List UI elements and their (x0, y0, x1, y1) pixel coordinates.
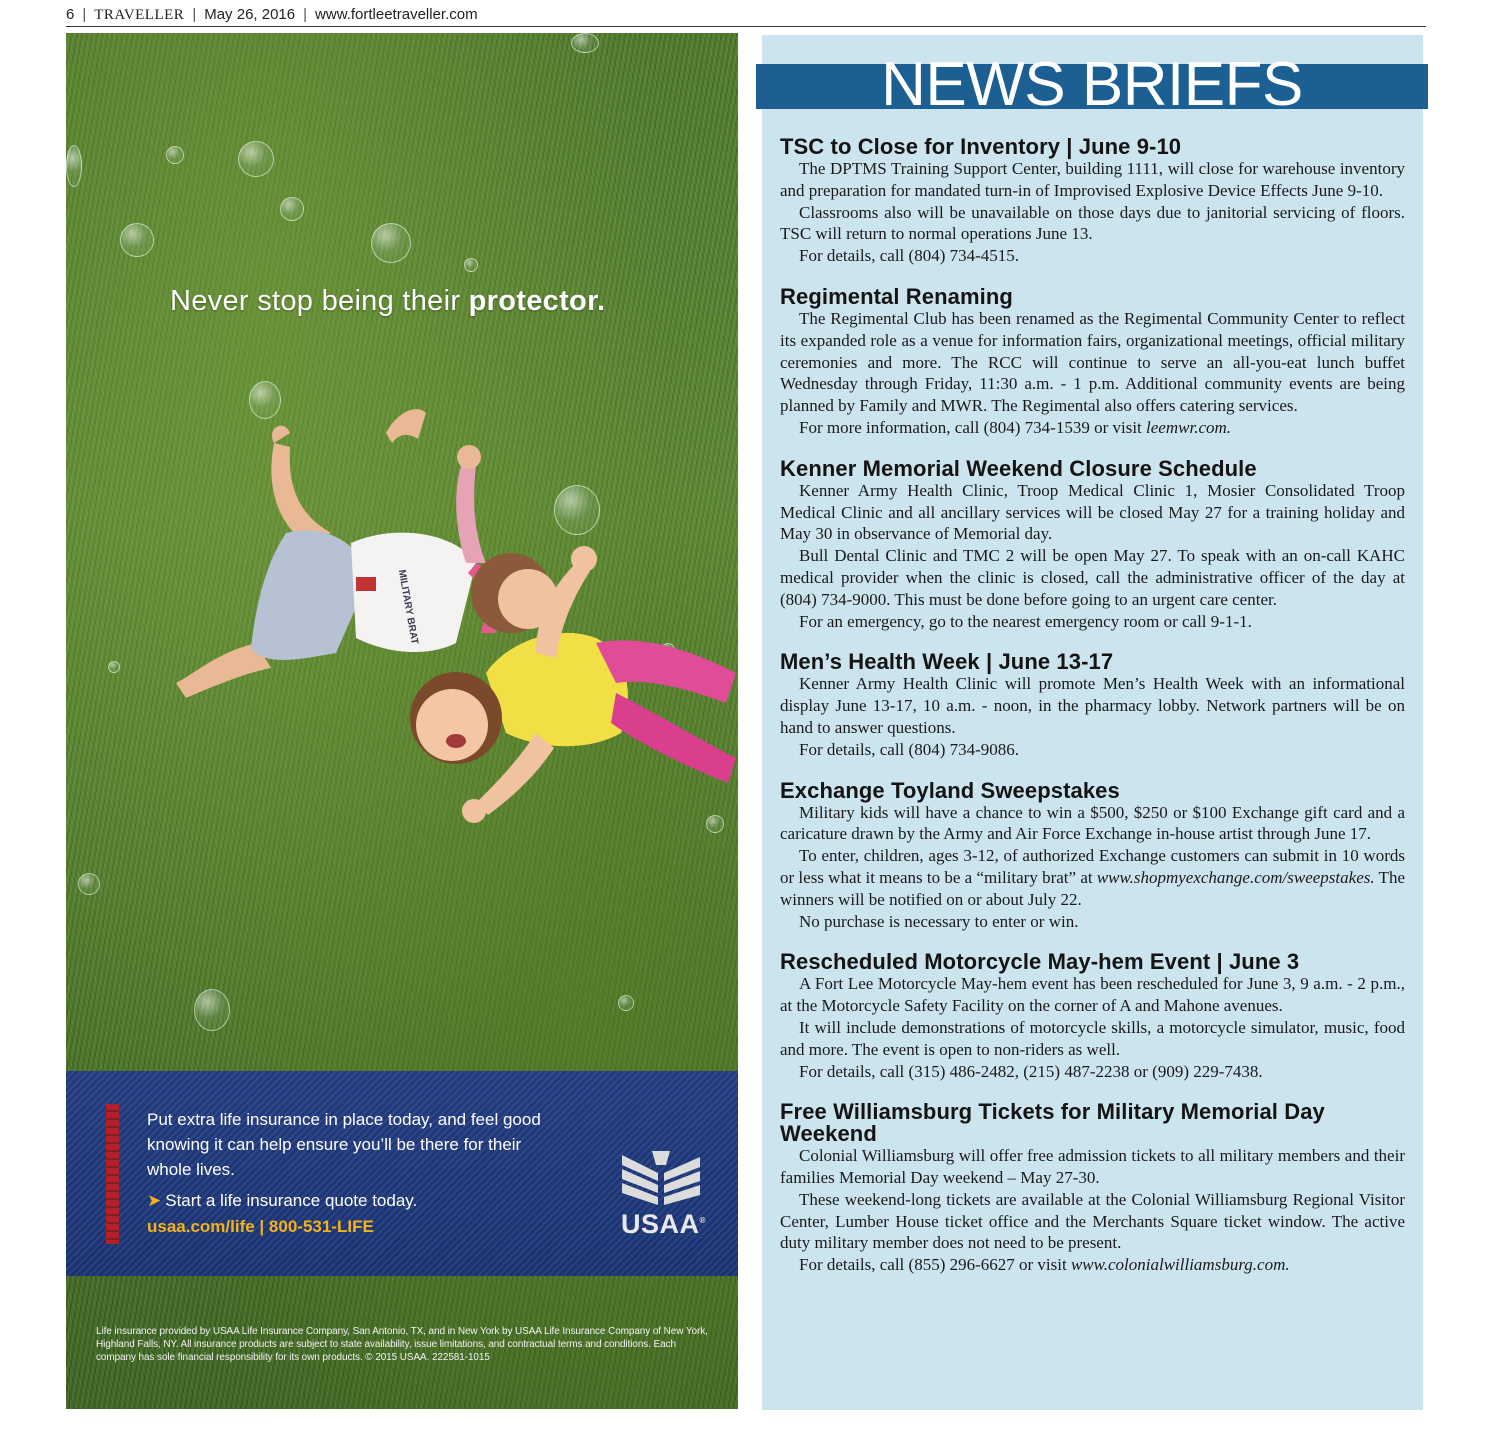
ad-headline-bold: protector. (468, 285, 606, 317)
brief-williamsburg-tickets (780, 1101, 1405, 1276)
shirt-text: MILITARY BRAT (395, 568, 420, 646)
brief-paragraph: These weekend-long tickets are available at the Colonial Williamsburg Regional Visitor Center, Lumber House ticket office and the Merchants Square ticket window. The active duty military member does not need to be present. (780, 1189, 1405, 1253)
bubble (238, 141, 274, 177)
brief-mens-health-week (780, 651, 1405, 760)
ad-contact-link[interactable]: usaa.com/life | 800-531-LIFE (147, 1217, 374, 1236)
brief-paragraph (780, 417, 1405, 439)
brief-motorcycle-mayhem (780, 951, 1405, 1082)
usaa-advertisement (66, 33, 738, 1409)
brief-heading: Rescheduled Motorcycle May-hem Event | June 3 (780, 949, 1300, 975)
bubble (166, 146, 184, 164)
chevron-right-icon: ➤ (147, 1191, 162, 1210)
brief-paragraph (780, 1254, 1405, 1276)
ad-headline-regular: Never stop being their (170, 285, 469, 317)
flag-bar-decoration (106, 1104, 119, 1244)
bubble (194, 989, 230, 1031)
brief-tsc-inventory (780, 136, 1405, 267)
brief-paragraph: For details, call (315) 486-2482, (215) 487-2238 or (909) 229-7438. (799, 1061, 1263, 1081)
brief-regimental-renaming (780, 283, 1405, 439)
brief-paragraph: The DPTMS Training Support Center, building 1111, will close for warehouse inventory and preparation for mandated turn-in of Improvised Explosive Device Effects June 9-10. (780, 159, 1405, 200)
brief-heading: TSC to Close for Inventory | June 9-10 (780, 134, 1182, 159)
brief-heading: Free Williamsburg Tickets for Military Memorial Day Weekend (780, 1099, 1325, 1147)
bubble (66, 145, 82, 187)
brief-paragraph (780, 845, 1405, 910)
bubble (571, 33, 599, 53)
children-illustration (156, 373, 738, 853)
news-briefs-title: NEWS BRIEFS (881, 50, 1303, 119)
usaa-eagle-logo-icon (618, 1151, 704, 1213)
brief-heading: Men’s Health Week | June 13-17 (780, 649, 1114, 675)
issue-date: May 26, 2016 (204, 6, 296, 23)
shopmyexchange-link[interactable]: www.shopmyexchange.com/sweepstakes. (1096, 867, 1375, 887)
ad-body-text: Put extra life insurance in place today, and feel good knowing it can help ensure you’ll be there for their whole lives. (147, 1110, 541, 1179)
bubble (120, 223, 154, 257)
brief-paragraph: Kenner Army Health Clinic, Troop Medical Clinic 1, Mosier Consolidated Troop Medical Clinic and all ancillary services will be closed May 27 for a training holiday and May 30 in observance of Memorial day. (780, 480, 1405, 544)
brief-heading: Kenner Memorial Weekend Closure Schedule (780, 455, 1257, 481)
brief-paragraph: For details, call (804) 734-4515. (799, 246, 1020, 266)
website-link[interactable]: www.fortleetraveller.com (315, 6, 478, 23)
brief-text: The winners will be notified on or about July 22. (780, 867, 1405, 909)
brief-toyland-sweepstakes (780, 777, 1405, 933)
brief-paragraph: For details, call (804) 734-9086. (799, 739, 1020, 759)
bubble (464, 258, 478, 272)
page-header: 6 | TRAVELLER | May 26, 2016 | www.fortleetraveller.com (66, 4, 1426, 27)
brief-heading: Exchange Toyland Sweepstakes (780, 777, 1120, 803)
page-number: 6 (66, 6, 75, 23)
flag-patch (356, 577, 376, 591)
brief-text: For more information, call (804) 734-1539 or visit (799, 417, 1147, 437)
brief-kenner-closure (780, 455, 1405, 633)
bubble (280, 197, 304, 221)
brief-text: To enter, children, ages 3-12, of authorized Exchange customers can submit in 10 words or less what it means to be a “military brat” at (780, 846, 1405, 887)
brief-paragraph: For an emergency, go to the nearest emergency room or call 9-1-1. (799, 611, 1252, 631)
ad-disclaimer: Life insurance provided by USAA Life Insurance Company, San Antonio, TX, and in New York by USAA Life Insurance Company of New York, Highland Falls, NY. All insurance products are subject to state availability, issue limitations, and contractual terms and conditions. Each company has sole financial responsibility for its own products. © 2015 USAA. 222581-1015 (96, 1326, 708, 1363)
ad-banner (66, 1071, 738, 1276)
bubble (108, 661, 120, 673)
usaa-logo-text (621, 1209, 706, 1240)
brief-paragraph: Military kids will have a chance to win a $500, $250 or $100 Exchange gift card and a caricature drawn by the Army and Air Force Exchange in-house artist through June 17. (780, 802, 1405, 844)
ad-cta-label: Start a life insurance quote today. (165, 1191, 418, 1210)
brief-heading: Regimental Renaming (780, 283, 1013, 309)
registered-mark: ® (699, 1216, 706, 1225)
brief-paragraph: Classrooms also will be unavailable on those days due to janitorial servicing of floors. TSC will return to normal operations June 13. (780, 202, 1405, 244)
bubble (371, 223, 411, 263)
paper-name: TRAVELLER (94, 7, 185, 23)
ad-cta-link[interactable] (147, 1191, 417, 1211)
news-briefs-content (780, 136, 1405, 1295)
brief-paragraph: Bull Dental Clinic and TMC 2 will be open May 27. To speak with an on-call KAHC medical provider when the clinic is closed, call the administrative officer of the day at (804) 734-9000. This must be done before going to an urgent care center. (780, 546, 1405, 609)
colonialwilliamsburg-link[interactable]: www.colonialwilliamsburg.com. (1070, 1255, 1290, 1275)
brief-paragraph: Kenner Army Health Clinic will promote Men’s Health Week with an informational display June 13-17, 10 a.m. - noon, in the pharmacy lobby. Network partners will be on hand to answer questions. (780, 674, 1405, 737)
ad-headline (170, 285, 605, 318)
brief-paragraph: It will include demonstrations of motorcycle skills, a motorcycle simulator, music, food and more. The event is open to non-riders as well. (780, 1017, 1405, 1059)
brief-paragraph: Colonial Williamsburg will offer free admission tickets to all military members and their families Memorial Day weekend – May 27-30. (780, 1146, 1405, 1188)
brief-text: For details, call (855) 296-6627 or visit (799, 1255, 1071, 1275)
brief-paragraph: No purchase is necessary to enter or win. (799, 911, 1079, 931)
bubble (78, 873, 100, 895)
bubble (618, 995, 634, 1011)
brief-paragraph: A Fort Lee Motorcycle May-hem event has been rescheduled for June 3, 9 a.m. - 2 p.m., at the Motorcycle Safety Facility on the corner of A and Mahone avenues. (780, 974, 1405, 1016)
usaa-logo-word: USAA (621, 1209, 700, 1239)
brief-paragraph: The Regimental Club has been renamed as the Regimental Community Center to reflect its expanded role as a venue for information fairs, organizational meetings, official military ceremonies and more. The RCC will continue to serve an all-you-eat lunch buffet Wednesday through Friday, 11:30 a.m. - 1 p.m. Additional community events are being planned by Family and MWR. The Regimental also offers catering services. (780, 308, 1405, 416)
leemwr-link[interactable]: leemwr.com. (1146, 417, 1232, 437)
